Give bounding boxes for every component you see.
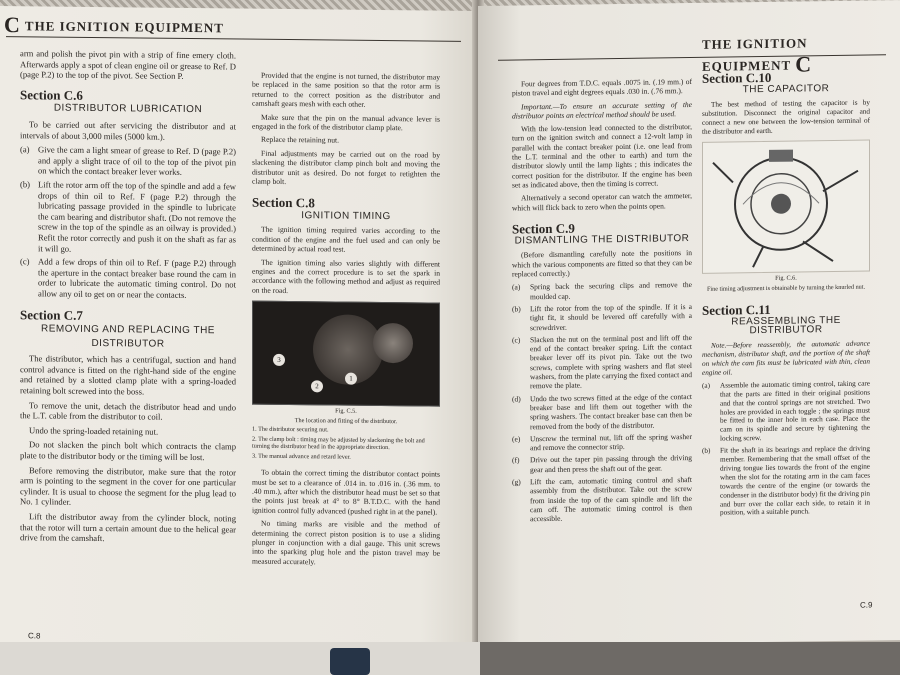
figure-note: 1. The distributor securing nut. bbox=[252, 425, 329, 434]
section-c11-title: Section C.11 bbox=[702, 302, 771, 319]
left-col-2 bbox=[252, 71, 440, 572]
list-item: (b) Fit the shaft in its bearings and replace the driving member. Remembering that the small offset of the driving tongue lies towards the front of the engine when the slot for the rotating arm in the cam faces towards the centre of the engine (or towards the condenser in the distributor body) fit the driving pin and burr over the collar each side, to retain it in position, with a suitable punch. bbox=[702, 444, 870, 518]
c8-cont-para: Alternatively a second operator can watch the ammeter, which will flick back to zero when the points open. bbox=[512, 191, 692, 213]
figure-label-2: 2 bbox=[311, 380, 323, 392]
important-note: Important.—To ensure an accurate setting of the distributor points an electrical method should be used. bbox=[512, 99, 692, 121]
right-head-letter: C bbox=[795, 51, 813, 77]
list-item: (b) Lift the rotor arm off the top of the spindle and add a few drops of thin oil to Ref. F (page P.2) through the lubricating passage provided in the spindle to lubricate the cam bearing and distributor shaft. (Do not remove the screw in the top of the spindle as an oilway is provided.) Refit the rotor correctly and push it on the shaft as far as it will go. bbox=[20, 179, 236, 254]
c7-para: To remove the unit, detach the distributor head and undo the L.T. cable from the distributor to coil. bbox=[20, 399, 236, 422]
figure-note: 3. The manual advance and retard lever. bbox=[252, 452, 351, 461]
c7-para: Before removing the distributor, make sure that the rotor arm is pointing to the segment in the cover for one particular cylinder. It is usual to choose the segment for the plug lead to No. 1 cylinder. bbox=[20, 464, 236, 508]
right-col-2 bbox=[702, 63, 870, 522]
section-c7-subtitle-2: DISTRIBUTOR bbox=[91, 337, 165, 350]
left-head-rule bbox=[6, 36, 461, 42]
c7-cont-para: Make sure that the pin on the manual advance lever is engaged in the fork of the distributor clamp plate. bbox=[252, 112, 440, 133]
c7-para: The distributor, which has a centrifugal, suction and hand control advance is fitted on the right-hand side of the engine and retained by a slotted clamp plate with a spring-loaded retaining bolt screwed into the boss. bbox=[20, 353, 236, 397]
figure-note: 2. The clamp bolt : timing may be adjusted by slackening the bolt and turning the distributor head in the appropriate direction. bbox=[252, 435, 425, 452]
section-c11-subtitle: REASSEMBLING THE DISTRIBUTOR bbox=[731, 315, 841, 337]
dark-object bbox=[330, 648, 370, 675]
c9-intro: (Before dismantling carefully note the positions in which the various components are fitted so that they can be replaced correctly.) bbox=[512, 248, 692, 279]
list-item: (g) Lift the cam, automatic timing control and shaft assembly from the distributor. Take out the screw from inside the top of the cam spindle and lift the cam off. The automatic timing control is then accessible. bbox=[512, 474, 692, 524]
c6-para: To be carried out after servicing the distributor and at intervals of about 3,000 miles (5000 km.). bbox=[20, 119, 236, 142]
c8-cont-para: Four degrees from T.D.C. equals .0075 in. (.19 mm.) of piston travel and eight degrees equals .030 in. (.76 mm.). bbox=[512, 77, 692, 98]
page-edge-shadow bbox=[0, 642, 480, 675]
section-c6-subtitle: DISTRIBUTOR LUBRICATION bbox=[53, 102, 203, 116]
section-c8-subtitle: IGNITION TIMING bbox=[301, 210, 391, 222]
right-head-title: THE IGNITION EQUIPMENT bbox=[702, 35, 808, 74]
figure-label-1: 1 bbox=[345, 373, 357, 385]
c10-para: The best method of testing the capacitor is by substitution. Disconnect the original capacitor and connect a new one between the low-tension terminal of the distributor and earth. bbox=[702, 98, 870, 136]
figure-label-3: 3 bbox=[273, 354, 285, 366]
c7-cont-para: Replace the retaining nut. bbox=[261, 135, 340, 145]
c8-para: The ignition timing also varies slightly with different engines and the correct procedure is to set the spark in accordance with the following method and adjust as required on the road. bbox=[252, 257, 440, 295]
list-item: (d) Undo the two screws fitted at the edge of the contact breaker base and lift them out together with the spring washers. The contact breaker base can then be removed from the body of the distributor. bbox=[512, 391, 692, 431]
section-c10-title: Section C.10 bbox=[702, 69, 772, 86]
figure-c5-caption: The location and fitting of the distributor. bbox=[294, 416, 398, 425]
c7-para: Undo the spring-loaded retaining nut. bbox=[29, 425, 159, 437]
figure-c6-caption: Fine timing adjustment is obtainable by turning the knurled nut. bbox=[706, 283, 866, 293]
section-c7-title: Section C.7 bbox=[20, 307, 83, 324]
list-item: (b) Lift the rotor from the top of the spindle. If it is a tight fit, it should be levered off carefully with a screwdriver. bbox=[512, 301, 692, 332]
left-folio: C.8 bbox=[28, 631, 41, 641]
figure-c6-drawing bbox=[702, 140, 870, 274]
table-surface bbox=[0, 642, 900, 675]
list-item: (f) Drive out the taper pin passing through the driving gear and then press the shaft out of the gear. bbox=[512, 453, 692, 474]
section-c9-title: Section C.9 bbox=[512, 220, 575, 237]
section-c7-subtitle-1: REMOVING AND REPLACING THE bbox=[41, 323, 215, 337]
c7-para: Lift the distributor away from the cylinder block, noting that the rotor will turn a certain amount due to the helical gear drive from the camshaft. bbox=[20, 511, 236, 544]
right-folio: C.9 bbox=[860, 600, 873, 610]
intro-text: arm and polish the pivot pin with a strip of fine emery cloth. Afterwards apply a spot of clean engine oil or grease to Ref. D (page P.2) to the top of the pivot. See Section P. bbox=[20, 48, 236, 82]
c7-cont-para: Final adjustments may be carried out on the road by slackening the distributor clamp pinch bolt and moving the distributor unit as desired. Do not forget to retighten the clamp bolt. bbox=[252, 148, 440, 187]
c8-para: No timing marks are visible and the method of determining the correct piston position is to use a sliding plunger in conjunction with a dial gauge. This unit screws into the sparking plug hole and the piston travel may be measured accurately. bbox=[252, 518, 440, 567]
c8-para: The ignition timing required varies according to the condition of the engine and the fuel used and can only be determined by actual road test. bbox=[252, 225, 440, 254]
section-c6-title: Section C.6 bbox=[20, 86, 83, 103]
section-c9-subtitle: DISMANTLING THE DISTRIBUTOR bbox=[514, 233, 690, 247]
list-item: (e) Unscrew the terminal nut, lift off the spring washer and remove the connector strip. bbox=[512, 431, 692, 453]
c8-cont-para: With the low-tension lead connected to the distributor, turn on the ignition switch and connect a 12-volt lamp in parallel with the contact breaker point (i.e. one lead from the L.T. terminal and the other to earth) and turn the distributor slowly until the lamp lights ; this indicates the correct position for the distributor. If the engine has been set as indicated above, then the timing is correct. bbox=[512, 122, 692, 190]
list-item: (a) Spring back the securing clips and remove the moulded cap. bbox=[512, 280, 692, 301]
c11-note: Note.—Before reassembly, the automatic advance mechanism, distributor shaft, and the portion of the shaft on which the cam fits must be lubricated with thin, clean engine oil. bbox=[702, 339, 870, 377]
list-item: (c) Slacken the nut on the terminal post and lift off the end of the contact breaker spring. Lift the contact breaker lever off its pivot pin. Take out the two screws, complete with spring washers and flat steel washers, from the plate carrying the fixed contact and remove the plate. bbox=[512, 332, 692, 391]
c7-cont-para: Provided that the engine is not turned, the distributor may be replaced in the same position so that the rotor arm is returned to the correct position as the distributor and camshaft gears mesh with each other. bbox=[252, 70, 440, 110]
left-head-letter: C bbox=[4, 12, 21, 38]
right-page bbox=[478, 0, 900, 646]
left-col-1 bbox=[20, 48, 236, 549]
c7-para: Do not slacken the pinch bolt which contracts the clamp plate to the distributor body or the timing will be lost. bbox=[20, 439, 236, 463]
figure-c5-number: Fig. C.5. bbox=[335, 407, 357, 415]
section-c8-title: Section C.8 bbox=[252, 195, 315, 211]
figure-c6-number: Fig. C.6. bbox=[775, 274, 797, 283]
distributor-drawing-icon bbox=[703, 141, 869, 271]
c8-para: To obtain the correct timing the distributor contact points must be set to a clearance of .014 in. to .016 in. (.36 mm. to .40 mm.), after which the distributor head must be set so that the points just break at 4° to 8° B.T.D.C. with the hand ignition control fully advanced (pushed right in at the panel). bbox=[252, 467, 440, 517]
left-head-title: THE IGNITION EQUIPMENT bbox=[24, 18, 224, 36]
right-col-1 bbox=[512, 77, 692, 527]
left-page bbox=[0, 6, 478, 651]
list-item: (a) Assemble the automatic timing control, taking care that the parts are fitted in their original positions and that the control springs are not stretched. Two holes are provided in each toggle ; the springs must be fitted to the inner hole in each case. Place the cam on its spindle and secure by tightening the locking screw. bbox=[702, 379, 870, 443]
list-item: (c) Add a few drops of thin oil to Ref. F (page P.2) through the aperture in the contact breaker base round the cam in order to lubricate the automatic timing control. Do not allow any oil to get on or near the contacts. bbox=[20, 256, 236, 300]
section-c10-subtitle: THE CAPACITOR bbox=[742, 83, 830, 96]
list-item: (a) Give the cam a light smear of grease to Ref. D (page P.2) and apply a slight trace of oil to the top of the pivot pin on which the contact breaker lever works. bbox=[20, 144, 236, 178]
figure-c5-photo bbox=[252, 301, 440, 407]
photo-distributor bbox=[373, 323, 413, 363]
